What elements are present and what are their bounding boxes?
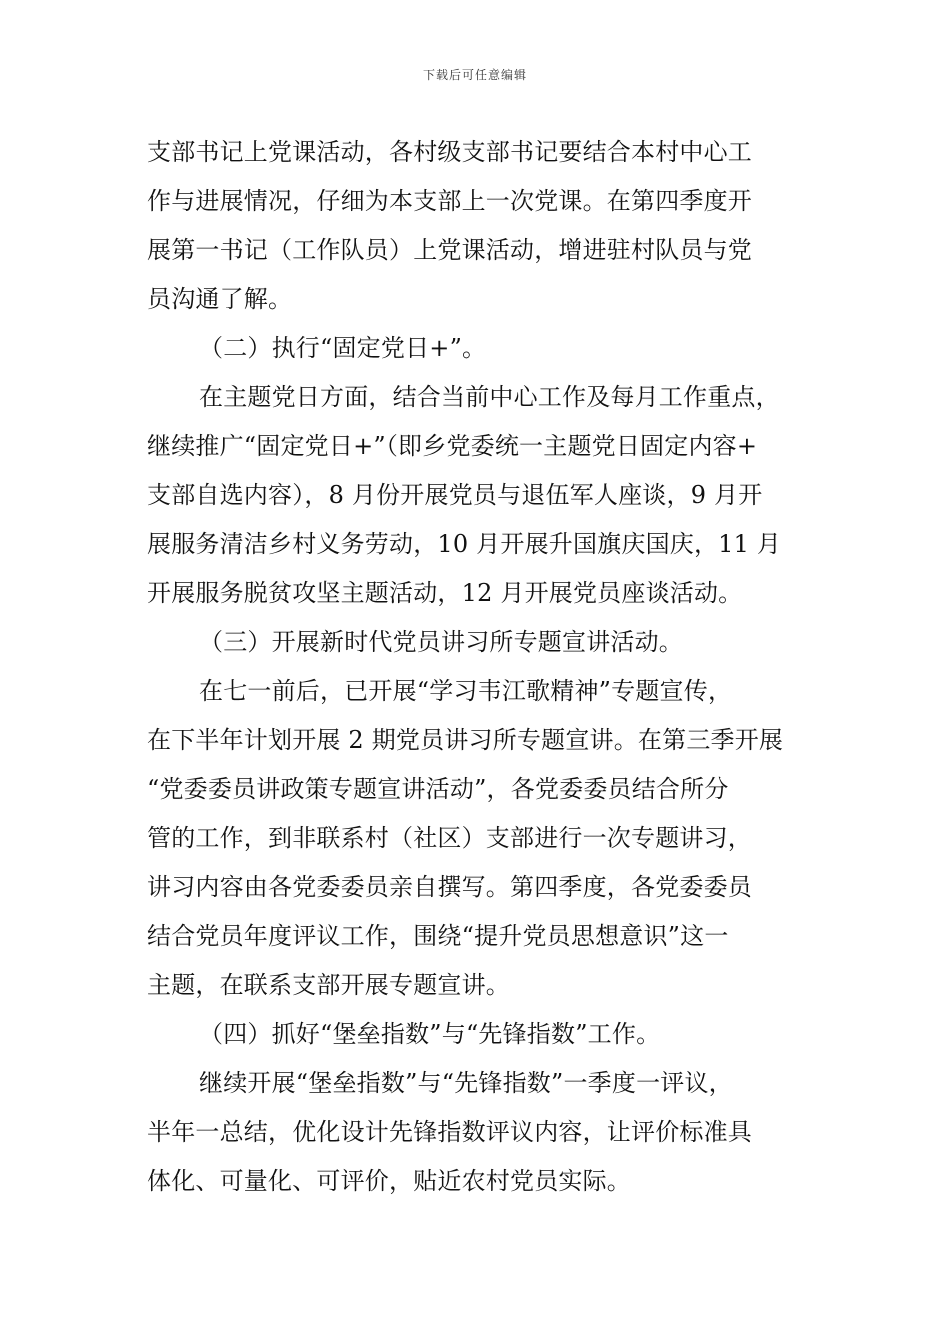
paragraph-line: 支部书记上党课活动，各村级支部书记要结合本村中心工 [147,138,752,166]
paragraph-line: “党委委员讲政策专题宣讲活动”，各党委委员结合所分 [147,775,729,803]
paragraph-line: 讲习内容由各党委委员亲自撰写。第四季度，各党委委员 [147,873,752,901]
paragraph-line: 体化、可量化、可评价，贴近农村党员实际。 [147,1167,631,1195]
section-heading: （四）抓好“堡垒指数”与“先锋指数”工作。 [199,1020,661,1048]
paragraph-line: 在七一前后，已开展“学习韦江歌精神”专题宣传， [199,677,733,705]
paragraph-line: 展第一书记（工作队员）上党课活动，增进驻村队员与党 [147,236,752,264]
paragraph-line: 在下半年计划开展 2 期党员讲习所专题宣讲。在第三季开展 [147,726,784,754]
paragraph-line: 结合党员年度评议工作，围绕“提升党员思想意识”这一 [147,922,729,950]
section-heading: （二）执行“固定党日+”。 [199,334,487,362]
paragraph-line: 在主题党日方面，结合当前中心工作及每月工作重点， [199,383,780,411]
section-heading: （三）开展新时代党员讲习所专题宣讲活动。 [199,628,683,656]
paragraph-line: 展服务清洁乡村义务劳动，10 月开展升国旗庆国庆，11 月 [147,530,782,558]
paragraph-line: 继续开展“堡垒指数”与“先锋指数”一季度一评议， [199,1069,733,1097]
paragraph-line: 作与进展情况，仔细为本支部上一次党课。在第四季度开 [147,187,752,215]
paragraph-line: 开展服务脱贫攻坚主题活动，12 月开展党员座谈活动。 [147,579,743,607]
paragraph-line: 主题，在联系支部开展专题宣讲。 [147,971,510,999]
paragraph-line: 继续推广“固定党日+”（即乡党委统一主题党日固定内容+ [147,432,758,460]
paragraph-line: 支部自选内容），8 月份开展党员与退伍军人座谈，9 月开 [147,481,763,509]
paragraph-line: 管的工作，到非联系村（社区）支部进行一次专题讲习， [147,824,752,852]
paragraph-line: 半年一总结，优化设计先锋指数评议内容，让评价标准具 [147,1118,752,1146]
page-header: 下载后可任意编辑 [422,68,527,82]
document-body [147,128,817,1206]
paragraph-line: 员沟通了解。 [147,285,293,313]
